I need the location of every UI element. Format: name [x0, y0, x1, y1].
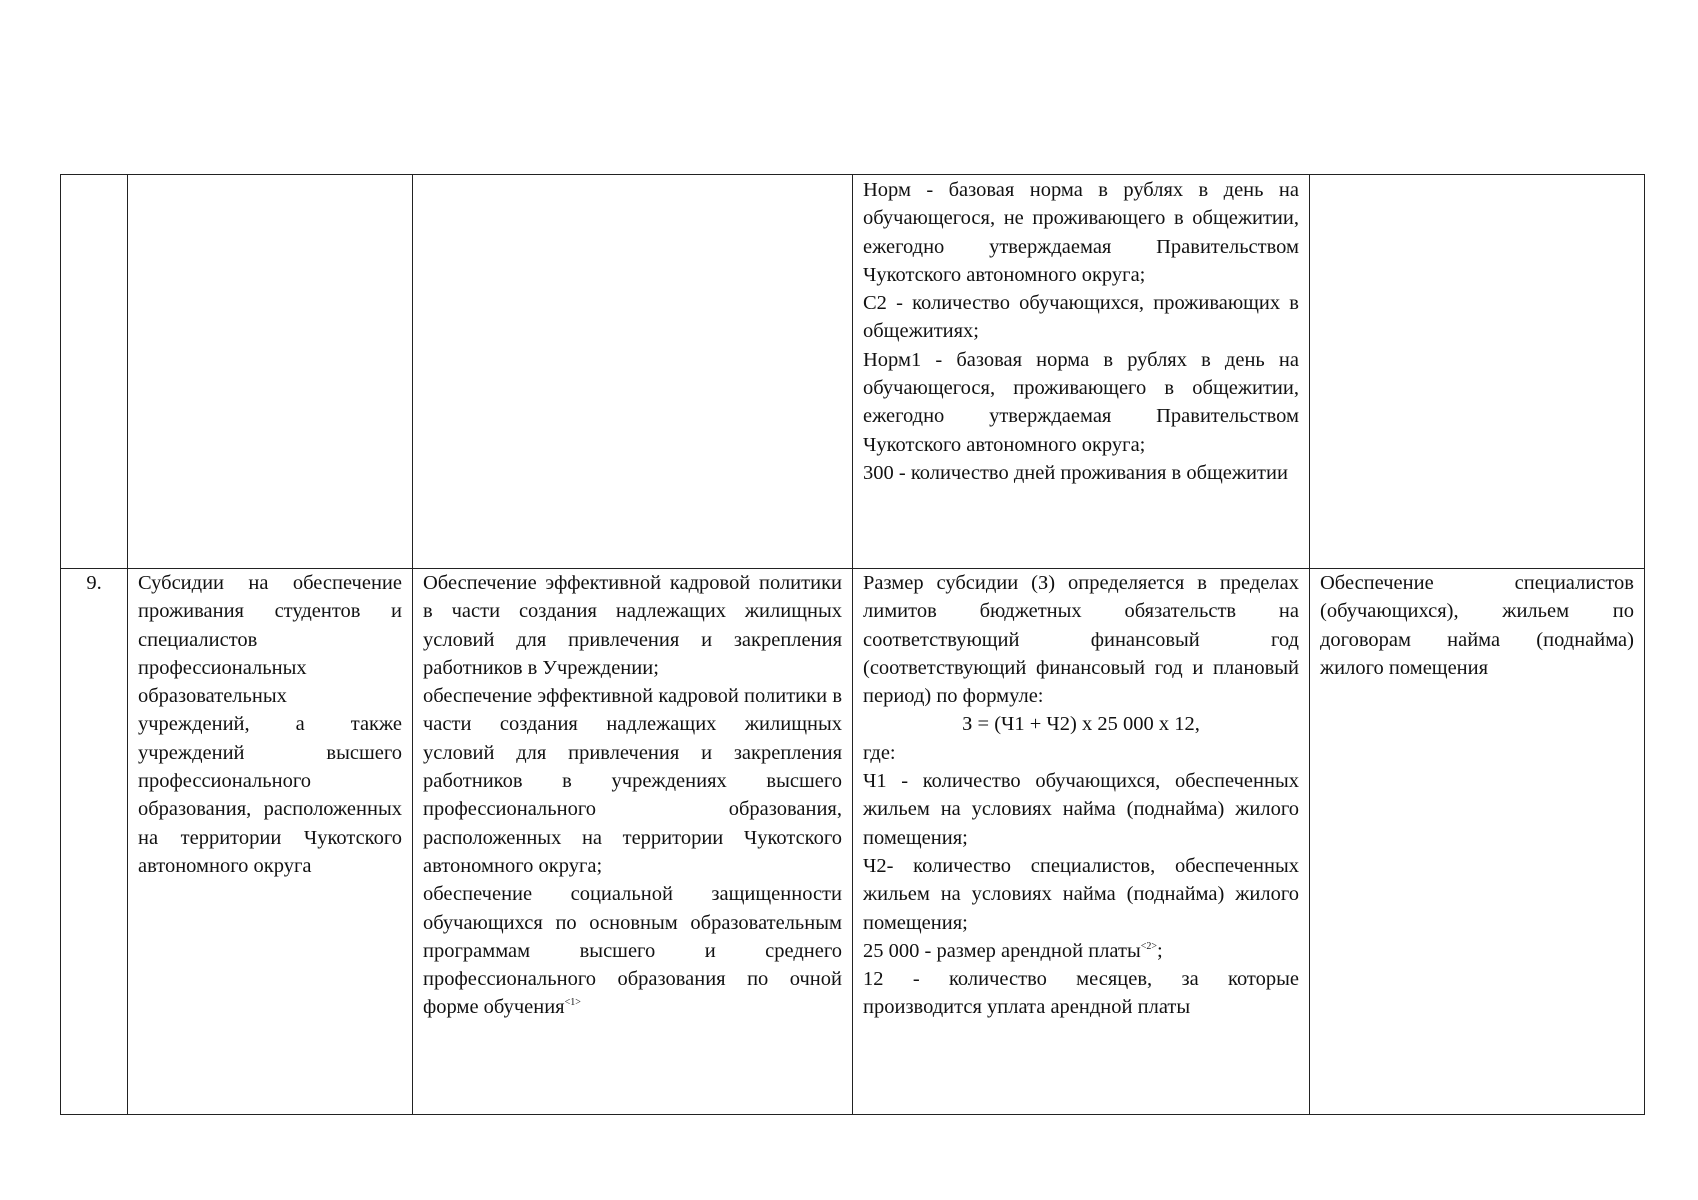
- calc-rent: 25 000 - размер арендной платы: [863, 939, 1141, 962]
- calc-intro: Размер субсидии (З) определяется в пределах лимитов бюджетных обязательств на соответствующий финансовый год (соответствующий финансовый год и плановый период) по формуле:: [863, 572, 1299, 708]
- calc-months: 12 - количество месяцев, за которые производится уплата арендной платы: [863, 968, 1299, 1019]
- table-row-9: [61, 569, 1645, 1115]
- goal-paragraph-3-wrap: [423, 880, 842, 1021]
- cell-result-empty: [1310, 175, 1645, 569]
- footnote-ref-2: <2>: [1140, 940, 1158, 952]
- goal-paragraph-2: обеспечение эффективной кадровой политики в части создания надлежащих жилищных условий для привлечения и закрепления работников в учреждениях высшего профессионального образования, расположенных на территории Чукотского автономного округа;: [423, 685, 842, 877]
- goal-paragraph-3: обеспечение социальной защищенности обучающихся по основным образовательным программам высшего и среднего профессионального образования по очной форме обучения: [423, 883, 842, 1019]
- goal-paragraph-1: Обеспечение эффективной кадровой политики в части создания надлежащих жилищных условий для привлечения и закрепления работников в Учреждении;: [423, 572, 842, 679]
- cell-goal-empty: [413, 175, 853, 569]
- cell-name-empty: [128, 175, 413, 569]
- calc-paragraph-300-days: 300 - количество дней проживания в общежитии: [863, 461, 1288, 484]
- calc-ch2: Ч2- количество специалистов, обеспеченных жильем на условиях найма (поднайма) жилого помещения;: [863, 854, 1299, 934]
- calc-formula: З = (Ч1 + Ч2) х 25 000 х 12,: [962, 713, 1200, 736]
- calc-where: где:: [863, 741, 896, 764]
- cell-goal: [413, 569, 853, 1115]
- calc-ch1: Ч1 - количество обучающихся, обеспеченных жильем на условиях найма (поднайма) жилого помещения;: [863, 770, 1299, 849]
- calc-rent-end: ;: [1157, 939, 1163, 962]
- calc-rent-wrap: [863, 937, 1299, 965]
- calc-paragraph-c2: С2 - количество обучающихся, проживающих в общежитиях;: [863, 292, 1299, 343]
- cell-number-empty: [61, 175, 128, 569]
- table-row-continued: [61, 175, 1645, 569]
- calc-paragraph-norm1: Норм1 - базовая норма в рублях в день на обучающегося, проживающего в общежитии, ежегодно утверждаемая Правительством Чукотского автономного округа;: [863, 348, 1299, 456]
- cell-calc: [853, 569, 1310, 1115]
- subsidy-name: Субсидии на обеспечение проживания студентов и специалистов профессиональных образовательных учреждений, а также учреждений высшего профессионального образования, расположенных на территории Чукотского автономного округа: [128, 569, 413, 1115]
- subsidy-table: [60, 174, 1645, 1115]
- row-number: 9.: [61, 569, 128, 1115]
- cell-calc-continued: [853, 175, 1310, 569]
- calc-paragraph-norm: Норм - базовая норма в рублях в день на обучающегося, не проживающего в общежитии, ежегодно утверждаемая Правительством Чукотского автономного округа;: [863, 179, 1299, 286]
- expected-result: Обеспечение специалистов (обучающихся), жильем по договорам найма (поднайма) жилого помещения: [1310, 569, 1645, 1115]
- footnote-ref-1: <1>: [564, 997, 581, 1009]
